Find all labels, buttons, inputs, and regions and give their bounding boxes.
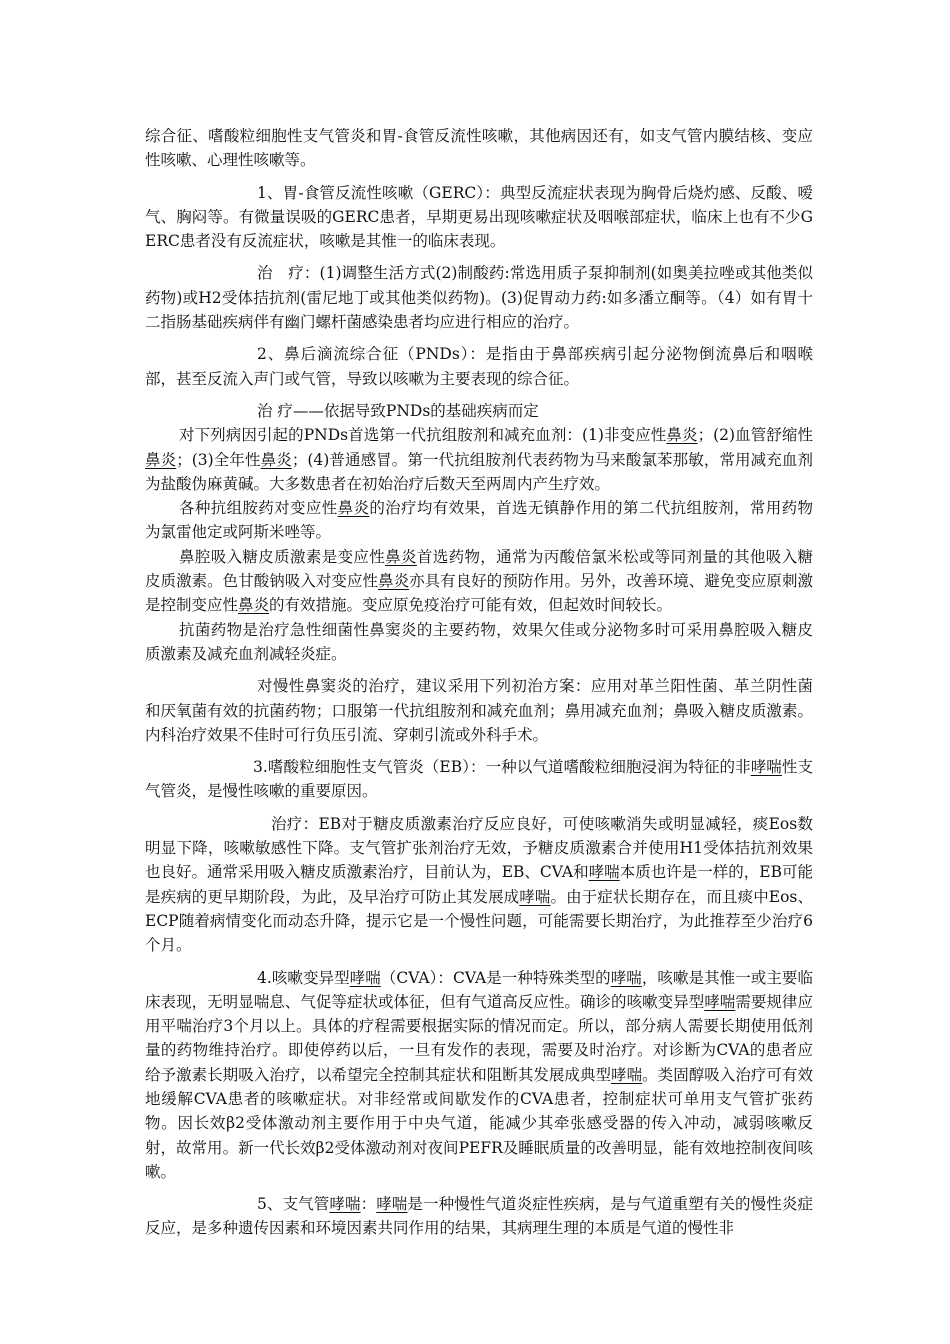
underlined-term: 哮喘: [376, 1195, 408, 1214]
text-segment: 首选药物，通常为丙酸倍氯米松或等同剂量的其他吸入糖皮质激素。色甘酸钠吸入对变应性: [145, 547, 813, 591]
paragraph-gerc-treatment: [145, 261, 813, 334]
text-segment: 4.咳嗽变异型: [257, 968, 350, 987]
underlined-term: 哮喘: [611, 1065, 643, 1084]
text-segment: 各种抗组胺药对变应性: [179, 499, 338, 518]
paragraph-0: [145, 124, 813, 173]
text-segment: 治 疗——依据导致PNDs的基础疾病而定: [257, 401, 539, 420]
paragraph-pnds: [145, 342, 813, 391]
text-segment: 2、鼻后滴流综合征（PNDs）：是指由于鼻部疾病引起分泌物倒流鼻后和咽喉部，甚至反流入声门或气管，导致以咳嗽为主要表现的综合征。: [145, 345, 813, 388]
text-segment: 3.嗜酸粒细胞性支气管炎（EB）：一种以气道嗜酸粒细胞浸润为特征的非: [253, 758, 751, 777]
text-segment: 鼻腔吸入糖皮质激素是变应性: [179, 547, 386, 566]
text-segment: 抗菌药物是治疗急性细菌性鼻窦炎的主要药物，效果欠佳或分泌物多时可采用鼻腔吸入糖皮质激素及减充血剂减轻炎症。: [145, 620, 813, 663]
paragraph-pnds-treatment-heading: [145, 399, 813, 423]
text-segment: 5、支气管: [257, 1195, 330, 1214]
paragraph-antibacterial: [145, 618, 813, 667]
text-segment: 的治疗均有效果，首选无镇静作用的第二代抗组胺剂，常用药物为氯雷他定或阿斯米唑等。: [145, 499, 813, 542]
underlined-term: 哮喘: [329, 1195, 361, 1214]
text-segment: 治 疗：(1)调整生活方式(2)制酸药:常选用质子泵抑制剂(如奥美拉唑或其他类似药物)或H2受体拮抗剂(雷尼地丁或其他类似药物)。(3)促胃动力药:如多潘立酮等。（4）如有胃十二指肠基础疾病伴有幽门螺杆菌感染患者均应进行相应的治疗。: [145, 264, 813, 332]
text-segment: ；(4)普通感冒。第一代抗组胺剂代表药物为马来酸氯苯那敏，常用减充血剂为盐酸伪麻黄碱。大多数患者在初始治疗后数天至两周内产生疗效。: [145, 450, 813, 493]
paragraph-gerc: [145, 181, 813, 254]
text-segment: ；(2)血管舒缩性: [697, 426, 813, 445]
underlined-term: 鼻炎: [337, 499, 370, 518]
text-segment: 是一种慢性气道炎症性疾病，是与气道重塑有关的慢性炎症反应，是多种遗传因素和环境因素共同作用的结果，其病理生理的本质是气道的慢性非: [145, 1195, 813, 1238]
underlined-term: 鼻炎: [238, 596, 270, 615]
underlined-term: 鼻炎: [260, 450, 292, 469]
paragraph-antihistamine: [145, 496, 813, 545]
underlined-term: 鼻炎: [378, 572, 410, 591]
paragraph-cva: [145, 966, 813, 1185]
text-segment: ，咳嗽是其惟一或主要临床表现，无明显喘息、气促等症状或体征，但有气道高反应性。确诊的咳嗽变异型: [145, 968, 813, 1011]
text-segment: ；(3)全年性: [176, 450, 261, 469]
text-segment: 1、胃-食管反流性咳嗽（GERC）：典型反流症状表现为胸骨后烧灼感、反酸、嗳气、胸闷等。有微量误吸的GERC患者，早期更易出现咳嗽症状及咽喉部症状，临床上也有不少GERC患者没有反流症状，咳嗽是其惟一的临床表现。: [145, 183, 813, 251]
paragraph-nasal-steroid: [145, 545, 813, 618]
paragraph-asthma: [145, 1192, 813, 1241]
text-segment: 的有效措施。变应原免疫治疗可能有效，但起效时间较长。: [269, 596, 673, 615]
text-segment: 对下列病因引起的PNDs首选第一代抗组胺剂和减充血剂：(1)非变应性: [179, 426, 667, 445]
underlined-term: 哮喘: [704, 992, 736, 1011]
underlined-term: 鼻炎: [385, 547, 417, 566]
text-segment: 。类固醇吸入治疗可有效地缓解CVA患者的咳嗽症状。对非经常或间歇发作的CVA患者，控制症状可单用支气管扩张药物。因长效β2受体激动剂主要作用于中央气道，能减少其牵张感受器的传入冲动，减弱咳嗽反射，故常用。新一代长效β2受体激动剂对夜间PEFR及睡眠质量的改善明显，能有效地控制夜间咳嗽。: [145, 1065, 813, 1181]
text-segment: 对慢性鼻窦炎的治疗，建议采用下列初治方案：应用对革兰阳性菌、革兰阴性菌和厌氧菌有效的抗菌药物；口服第一代抗组胺剂和减充血剂；鼻用减充血剂；鼻吸入糖皮质激素。内科治疗效果不佳时可行负压引流、穿刺引流或外科手术。: [145, 677, 813, 744]
text-segment: 治疗：EB对于糖皮质激素治疗反应良好，可使咳嗽消失或明显减轻，痰Eos数明显下降，咳嗽敏感性下降。支气管扩张剂治疗无效，予糖皮质激素合并使用H1受体拮抗剂效果也良好。通常采用吸入糖皮质激素治疗，目前认为，EB、CVA和: [145, 814, 813, 882]
text-segment: 。由于症状长期存在，而且痰中Eos、ECP随着病情变化而动态升降，提示它是一个慢性问题，可能需要长期治疗，为此推荐至少治疗6个月。: [145, 887, 813, 955]
paragraph-chronic-sinusitis: [145, 674, 813, 747]
paragraph-pnds-first-gen: [145, 423, 813, 496]
text-segment: （CVA）：CVA是一种特殊类型的: [380, 968, 611, 987]
underlined-term: 哮喘: [750, 758, 782, 777]
text-segment: 性支气管炎，是慢性咳嗽的重要原因。: [145, 758, 813, 801]
document-body: [145, 124, 813, 1241]
underlined-term: 哮喘: [610, 968, 642, 987]
underlined-term: 哮喘: [588, 863, 620, 882]
underlined-term: 哮喘: [519, 887, 551, 906]
text-segment: ：: [360, 1195, 377, 1214]
underlined-term: 哮喘: [349, 968, 381, 987]
underlined-term: 鼻炎: [145, 450, 177, 469]
text-segment: 综合征、嗜酸粒细胞性支气管炎和胃-食管反流性咳嗽，其他病因还有，如支气管内膜结核、变应性咳嗽、心理性咳嗽等。: [145, 127, 813, 170]
text-segment: 亦具有良好的预防作用。另外，改善环境、避免变应原刺激是控制变应性: [145, 572, 813, 615]
paragraph-eb: [145, 755, 813, 804]
text-segment: 需要规律应用平喘治疗3个月以上。具体的疗程需要根据实际的情况而定。所以，部分病人需要长期使用低剂量的药物维持治疗。即使停药以后，一旦有发作的表现，需要及时治疗。对诊断为CVA的患者应给予激素长期吸入治疗，以希望完全控制其症状和阻断其发展成典型: [145, 992, 813, 1084]
text-segment: 本质也许是一样的，EB可能是疾病的更早期阶段，为此，及早治疗可防止其发展成: [145, 863, 813, 906]
underlined-term: 鼻炎: [666, 426, 698, 445]
paragraph-eb-treatment: [145, 812, 813, 958]
